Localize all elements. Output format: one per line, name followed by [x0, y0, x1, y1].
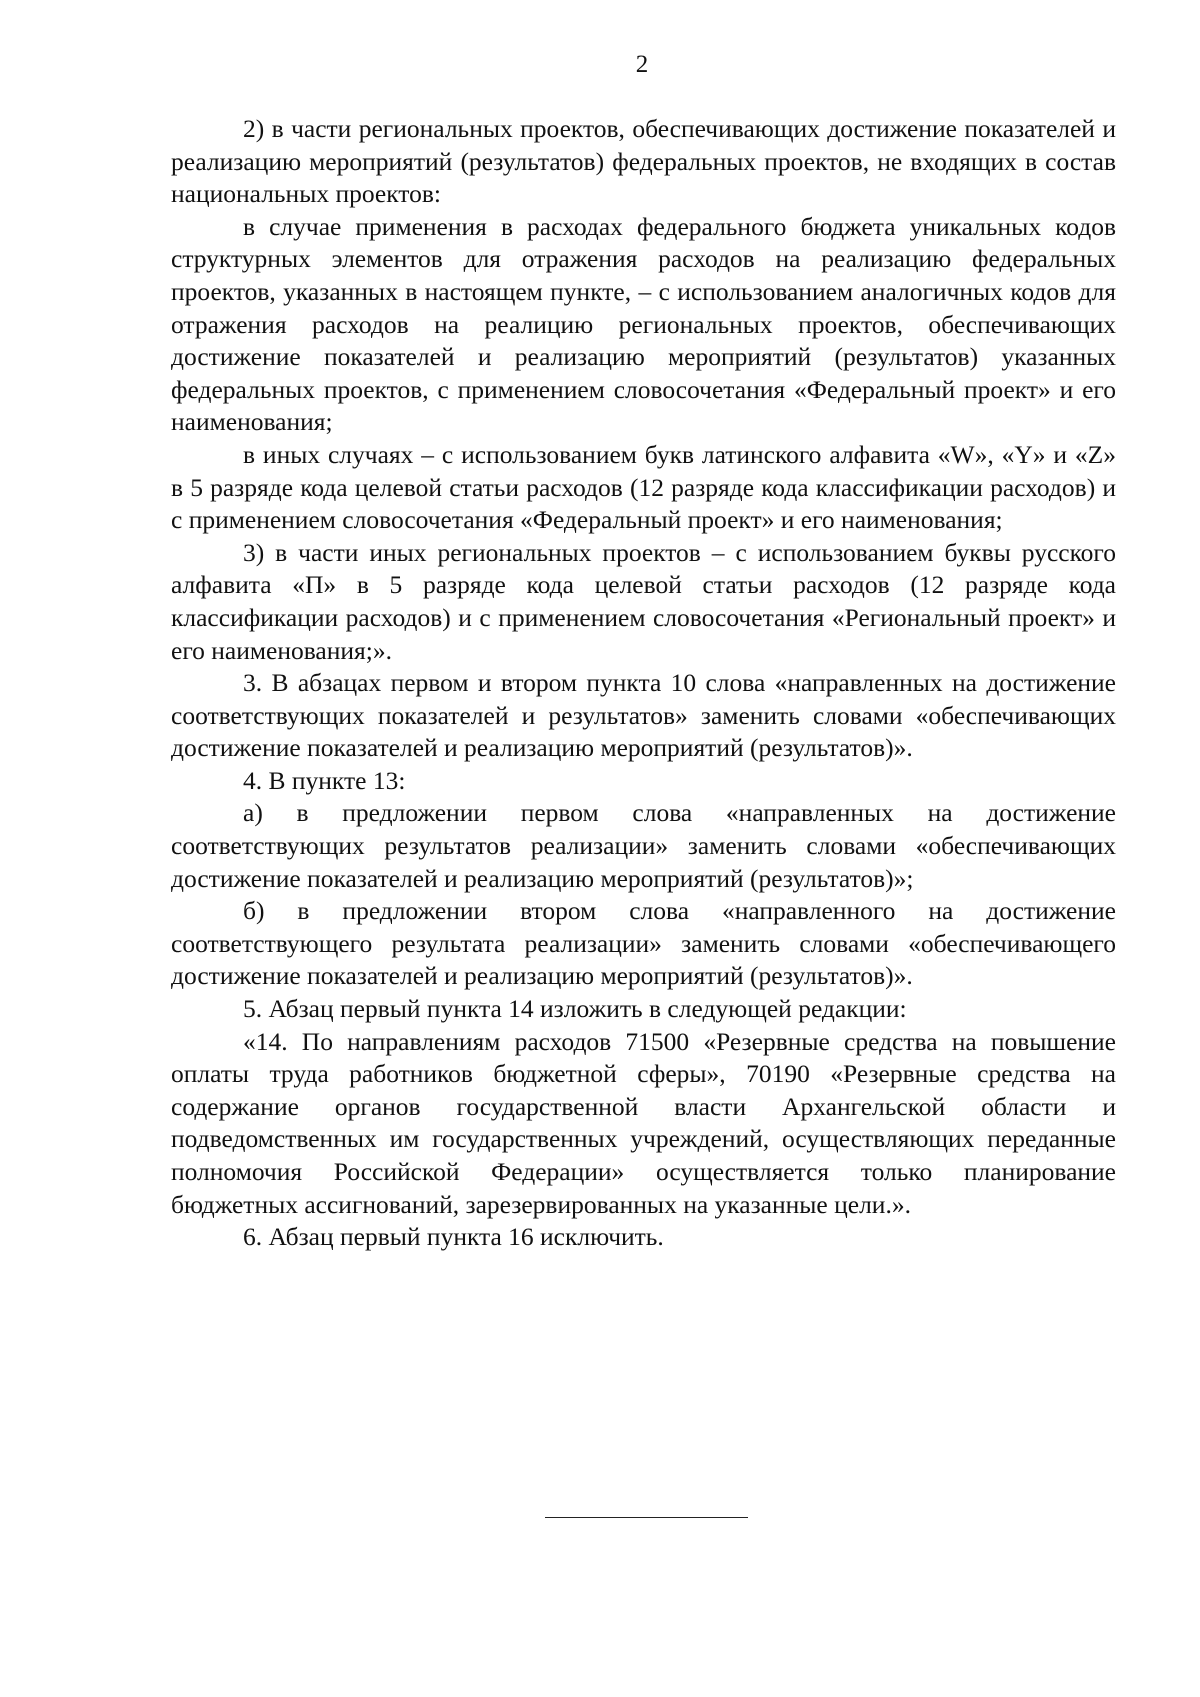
paragraph-point-5-heading: 5. Абзац первый пункта 14 изложить в следующей редакции:: [243, 994, 907, 1024]
paragraph-point-4-heading: 4. В пункте 13:: [243, 765, 406, 795]
paragraph-point-6: 6. Абзац первый пункта 16 исключить.: [243, 1222, 664, 1252]
page-number: 2: [635, 51, 649, 78]
paragraph-point-4b: б) в предложении втором слова «направленного на достижение соответствующего результата реализации» заменить словами «обеспечивающего достижение показателей и реализацию мероприятий (результатов)».: [171, 896, 1116, 991]
paragraph-other-cases-latin-letters: в иных случаях – с использованием букв латинского алфавита «W», «Y» и «Z» в 5 разряде кода целевой статьи расходов (12 разряде кода классификации расходов) и с применением словосочетания «Федеральный проект» и его наименования;: [171, 439, 1116, 535]
document-body: [171, 113, 1116, 1254]
end-of-document-rule: [545, 1517, 748, 1518]
paragraph-item-3-other-regional-projects: 3) в части иных региональных проектов – с использованием буквы русского алфавита «П» в 5 разряде кода целевой статьи расходов (12 разряде кода классификации расходов) и с применением словосочетания «Региональный проект» и его наименования;».: [171, 537, 1116, 665]
paragraph-unique-codes-case: в случае применения в расходах федерального бюджета уникальных кодов структурных элементов для отражения расходов на реализацию федеральных проектов, указанных в настоящем пункте, – с использованием аналогичных кодов для отражения расходов на реалицию региональных проектов, обеспечивающих достижение показателей и реализацию мероприятий (результатов) указанных федеральных проектов, с применением словосочетания «Федеральный проект» и его наименования;: [171, 211, 1116, 437]
paragraph-new-item-14: «14. По направлениям расходов 71500 «Резервные средства на повышение оплаты труда работников бюджетной сферы», 70190 «Резервные средства на содержание органов государственной власти Архангельской области и подведомственных им государственных учреждений, осуществляющих переданные полномочия Российской Федерации» осуществляется только планирование бюджетных ассигнований, зарезервированных на указанные цели.».: [171, 1026, 1116, 1219]
paragraph-item-2-regional-projects: 2) в части региональных проектов, обеспечивающих достижение показателей и реализацию мероприятий (результатов) федеральных проектов, не входящих в состав национальных проектов:: [171, 114, 1116, 209]
paragraph-point-4a: а) в предложении первом слова «направленных на достижение соответствующих результатов реализации» заменить словами «обеспечивающих достижение показателей и реализацию мероприятий (результатов)»;: [171, 798, 1116, 893]
paragraph-point-3-item-10: 3. В абзацах первом и втором пункта 10 слова «направленных на достижение соответствующих показателей и результатов» заменить словами «обеспечивающих достижение показателей и реализацию мероприятий (результатов)».: [171, 668, 1116, 763]
